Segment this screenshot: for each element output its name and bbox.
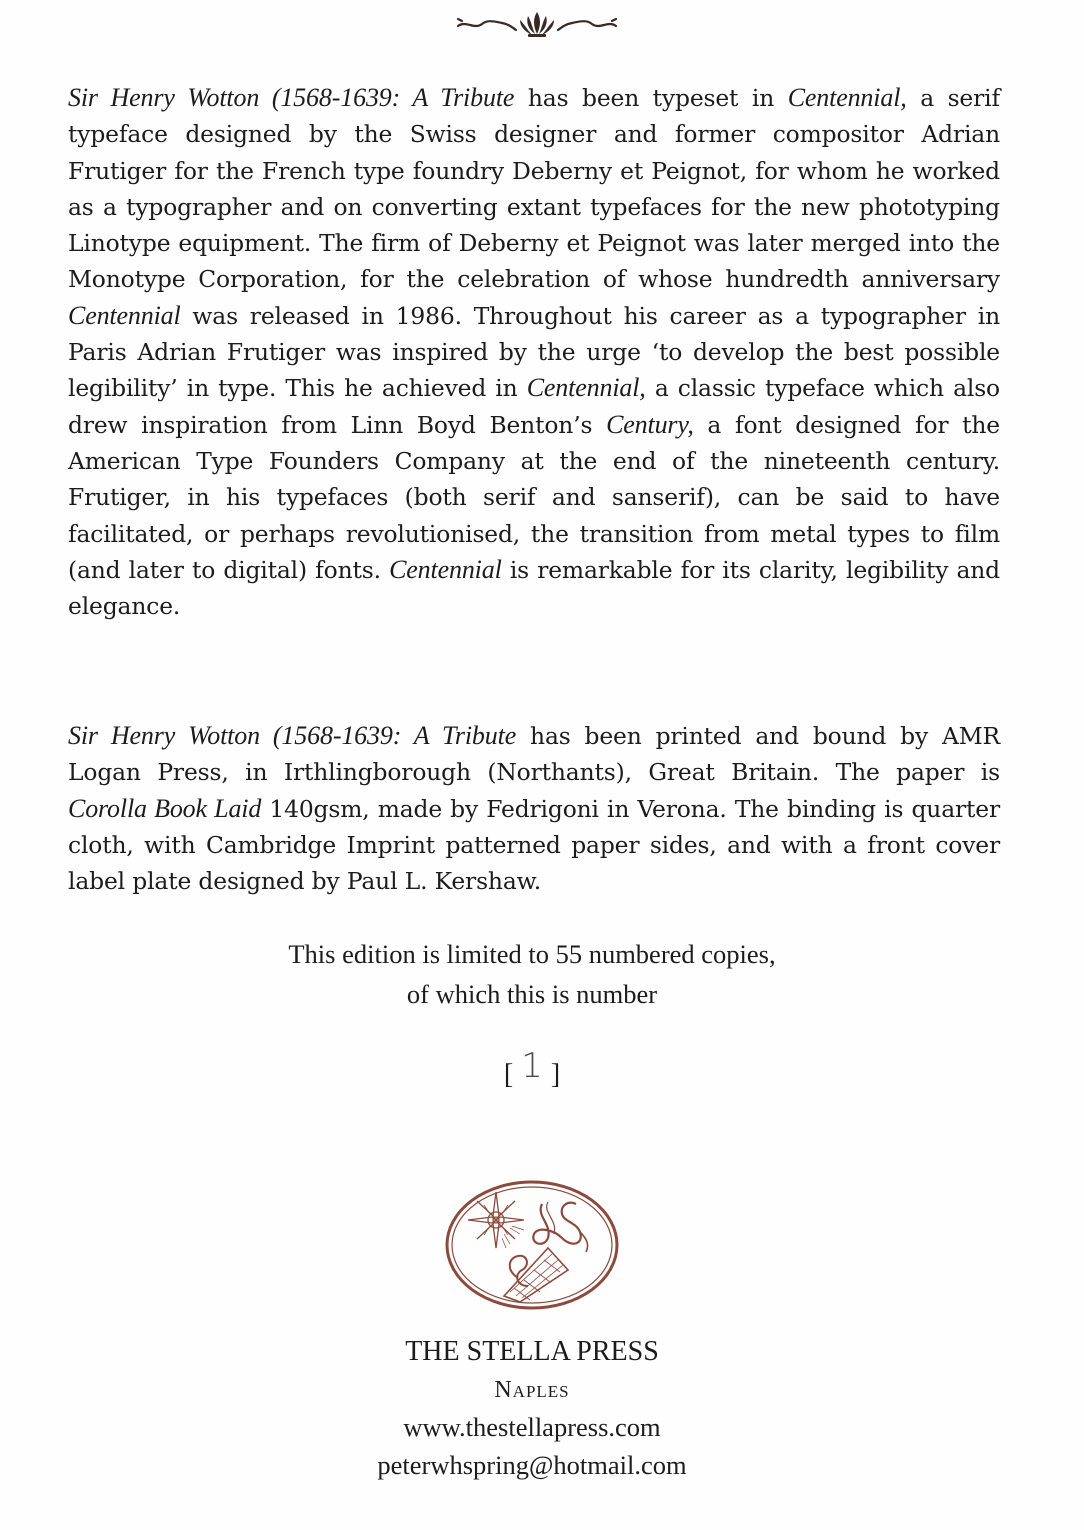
paper-name: Corolla Book Laid (68, 793, 262, 823)
limitation-line: of which this is number (406, 979, 658, 1009)
handwritten-number: 1 (521, 1046, 543, 1086)
copy-number (0, 1046, 1064, 1095)
paragraph-text: is remarkable for its clarity, legibility and elegance. (68, 555, 1001, 621)
typeface-name: Centennial, (787, 83, 907, 112)
publisher-imprint (0, 1332, 1064, 1484)
printing-paragraph (68, 718, 1000, 899)
typeface-name: Centennial (389, 554, 502, 584)
paragraph-text: has been printed and bound by AMR Logan Press, in Irthlingborough (Northants), Great Britain. The paper is (68, 722, 1000, 787)
paragraph-text: 140gsm, made by Fedrigoni in Verona. The binding is quarter cloth, with Cambridge Imprint patterned paper sides, and with a front cover label plate designed by Paul L. Kershaw. (68, 794, 1000, 896)
press-email[interactable]: peterwhspring@hotmail.com (377, 1450, 687, 1480)
press-city: Naples (494, 1377, 570, 1403)
paragraph-text: has been typeset in (514, 84, 788, 112)
paragraph-text: was released in 1986. Throughout his career as a typographer in Paris Adrian Frutiger was inspired by the urge ‘to develop the best possible legibility’ in type. This he achieved in (68, 301, 1000, 403)
press-website[interactable]: www.thestellapress.com (403, 1412, 661, 1442)
stella-press-seal-icon (444, 1178, 620, 1312)
typeface-name: Century, (606, 409, 694, 439)
paragraph-text: a serif typeface designed by the Swiss designer and former compositor Adrian Frutiger for the French type foundry Deberny et Peignot, for whom he worked as a typographer and on converting extant typefaces for the new phototyping Linotype equipment. The firm of Deberny et Peignot was later merged into the Monotype Corporation, for the celebration of whose hundredth anniversary (68, 84, 1000, 294)
open-bracket: [ (503, 1059, 514, 1090)
paragraph-text: a classic typeface which also drew inspiration from Linn Boyd Benton’s (68, 374, 1000, 439)
typeface-paragraph (68, 80, 1000, 624)
typeface-name: Centennial (68, 300, 181, 330)
typeface-name: Centennial, (526, 373, 646, 403)
lotus-flourish-icon (452, 8, 622, 40)
limitation-statement (0, 934, 1064, 1014)
press-name: THE STELLA PRESS (405, 1336, 659, 1367)
close-bracket: ] (550, 1059, 561, 1090)
paragraph-text: a font designed for the American Type Founders Company at the end of the nineteenth century. Frutiger, in his typefaces (both serif and sanserif), can be said to have facilitated, or perhaps revolutionised, the transition from metal types to film (and later to digital) fonts. (68, 410, 1001, 584)
book-title: Sir Henry Wotton (1568-1639: A Tribute (68, 83, 515, 112)
book-title: Sir Henry Wotton (1568-1639: A Tribute (68, 721, 517, 750)
limitation-line: This edition is limited to 55 numbered copies, (288, 939, 776, 969)
